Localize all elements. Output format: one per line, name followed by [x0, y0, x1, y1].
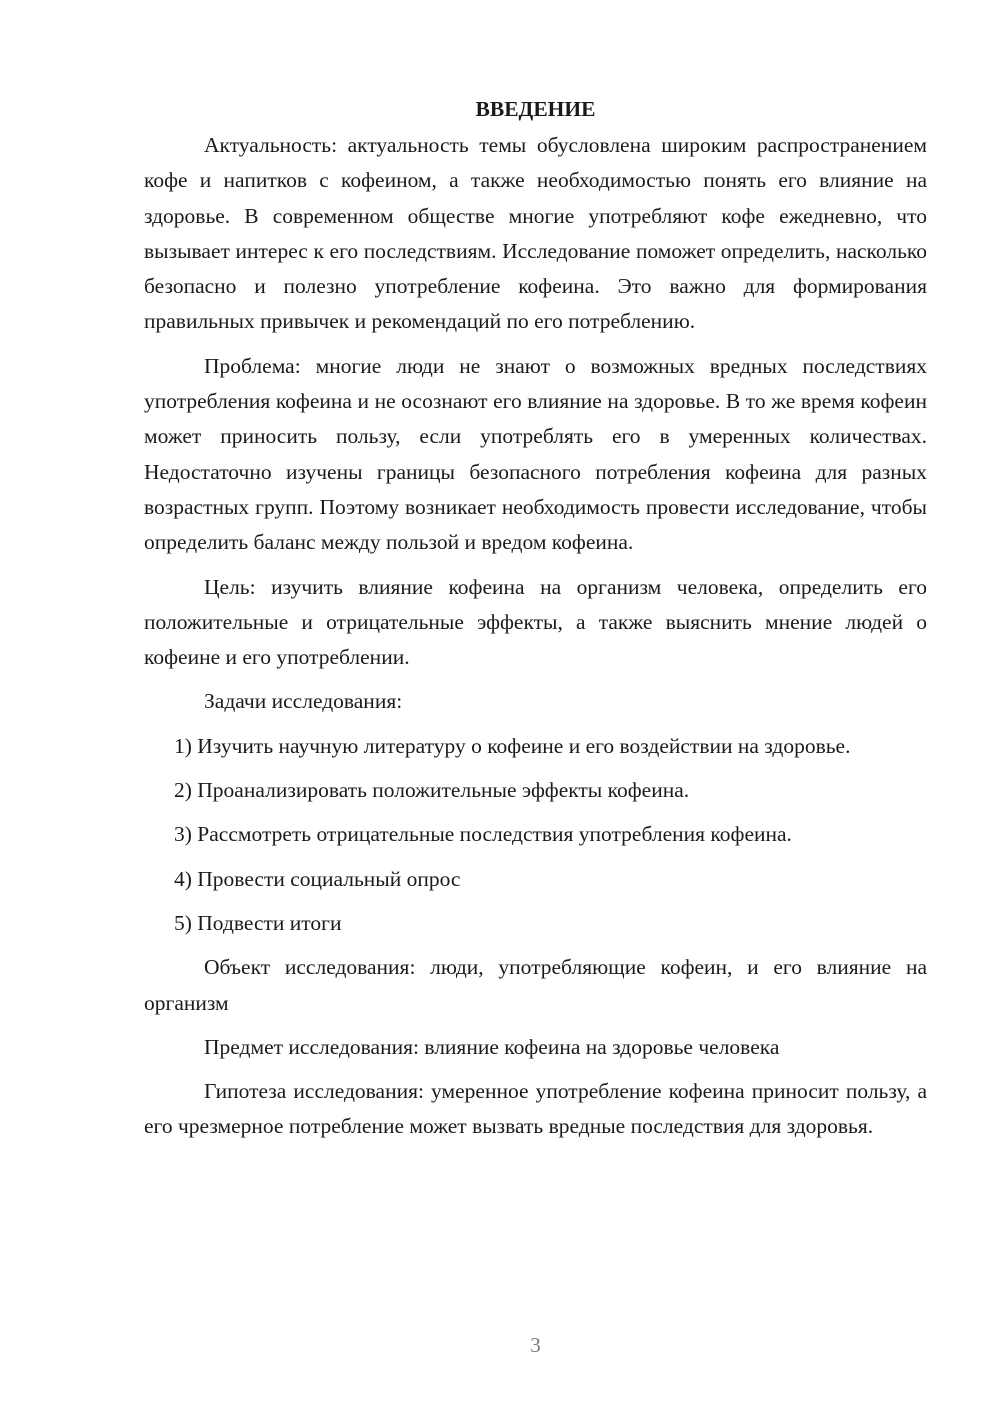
- tasks-heading: Задачи исследования:: [204, 689, 403, 714]
- task-item: 5) Подвести итоги: [174, 910, 342, 935]
- document-page: [144, 92, 927, 1154]
- subject-paragraph: Предмет исследования: влияние кофеина на здоровье человека: [204, 1034, 780, 1059]
- page-title: ВВЕДЕНИЕ: [475, 97, 596, 121]
- hypothesis-paragraph: Гипотеза исследования: умеренное употребление кофеина приносит пользу, а его чрезмерное потребление может вызвать вредные последствия для здоровья.: [144, 1079, 927, 1139]
- task-item: 2) Проанализировать положительные эффекты кофеина.: [174, 778, 690, 803]
- task-item: 3) Рассмотреть отрицательные последствия употребления кофеина.: [174, 822, 792, 847]
- goal-paragraph: Цель: изучить влияние кофеина на организм человека, определить его положительные и отрицательные эффекты, а также выяснить мнение людей о кофеине и его употреблении.: [144, 574, 927, 670]
- relevance-paragraph: Актуальность: актуальность темы обусловлена широким распространением кофе и напитков с кофеином, а также необходимостью понять его влияние на здоровье. В современном обществе многие употребляют кофе ежедневно, что вызывает интерес к его последствиям. Исследование поможет определить, насколько безопасно и полезно употребление кофеина. Это важно для формирования правильных привычек и рекомендаций по его потреблению.: [144, 133, 927, 334]
- object-paragraph: Объект исследования: люди, употребляющие кофеин, и его влияние на организм: [144, 955, 927, 1015]
- task-item: 1) Изучить научную литературу о кофеине и его воздействии на здоровье.: [174, 733, 851, 758]
- problem-paragraph: Проблема: многие люди не знают о возможных вредных последствиях употребления кофеина и не осознают его влияние на здоровье. В то же время кофеин может приносить пользу, если употреблять его в умеренных количествах. Недостаточно изучены границы безопасного потребления кофеина для разных возрастных групп. Поэтому возникает необходимость провести исследование, чтобы определить баланс между пользой и вредом кофеина.: [144, 353, 927, 555]
- task-item: 4) Провести социальный опрос: [174, 866, 461, 891]
- page-number: 3: [530, 1333, 541, 1357]
